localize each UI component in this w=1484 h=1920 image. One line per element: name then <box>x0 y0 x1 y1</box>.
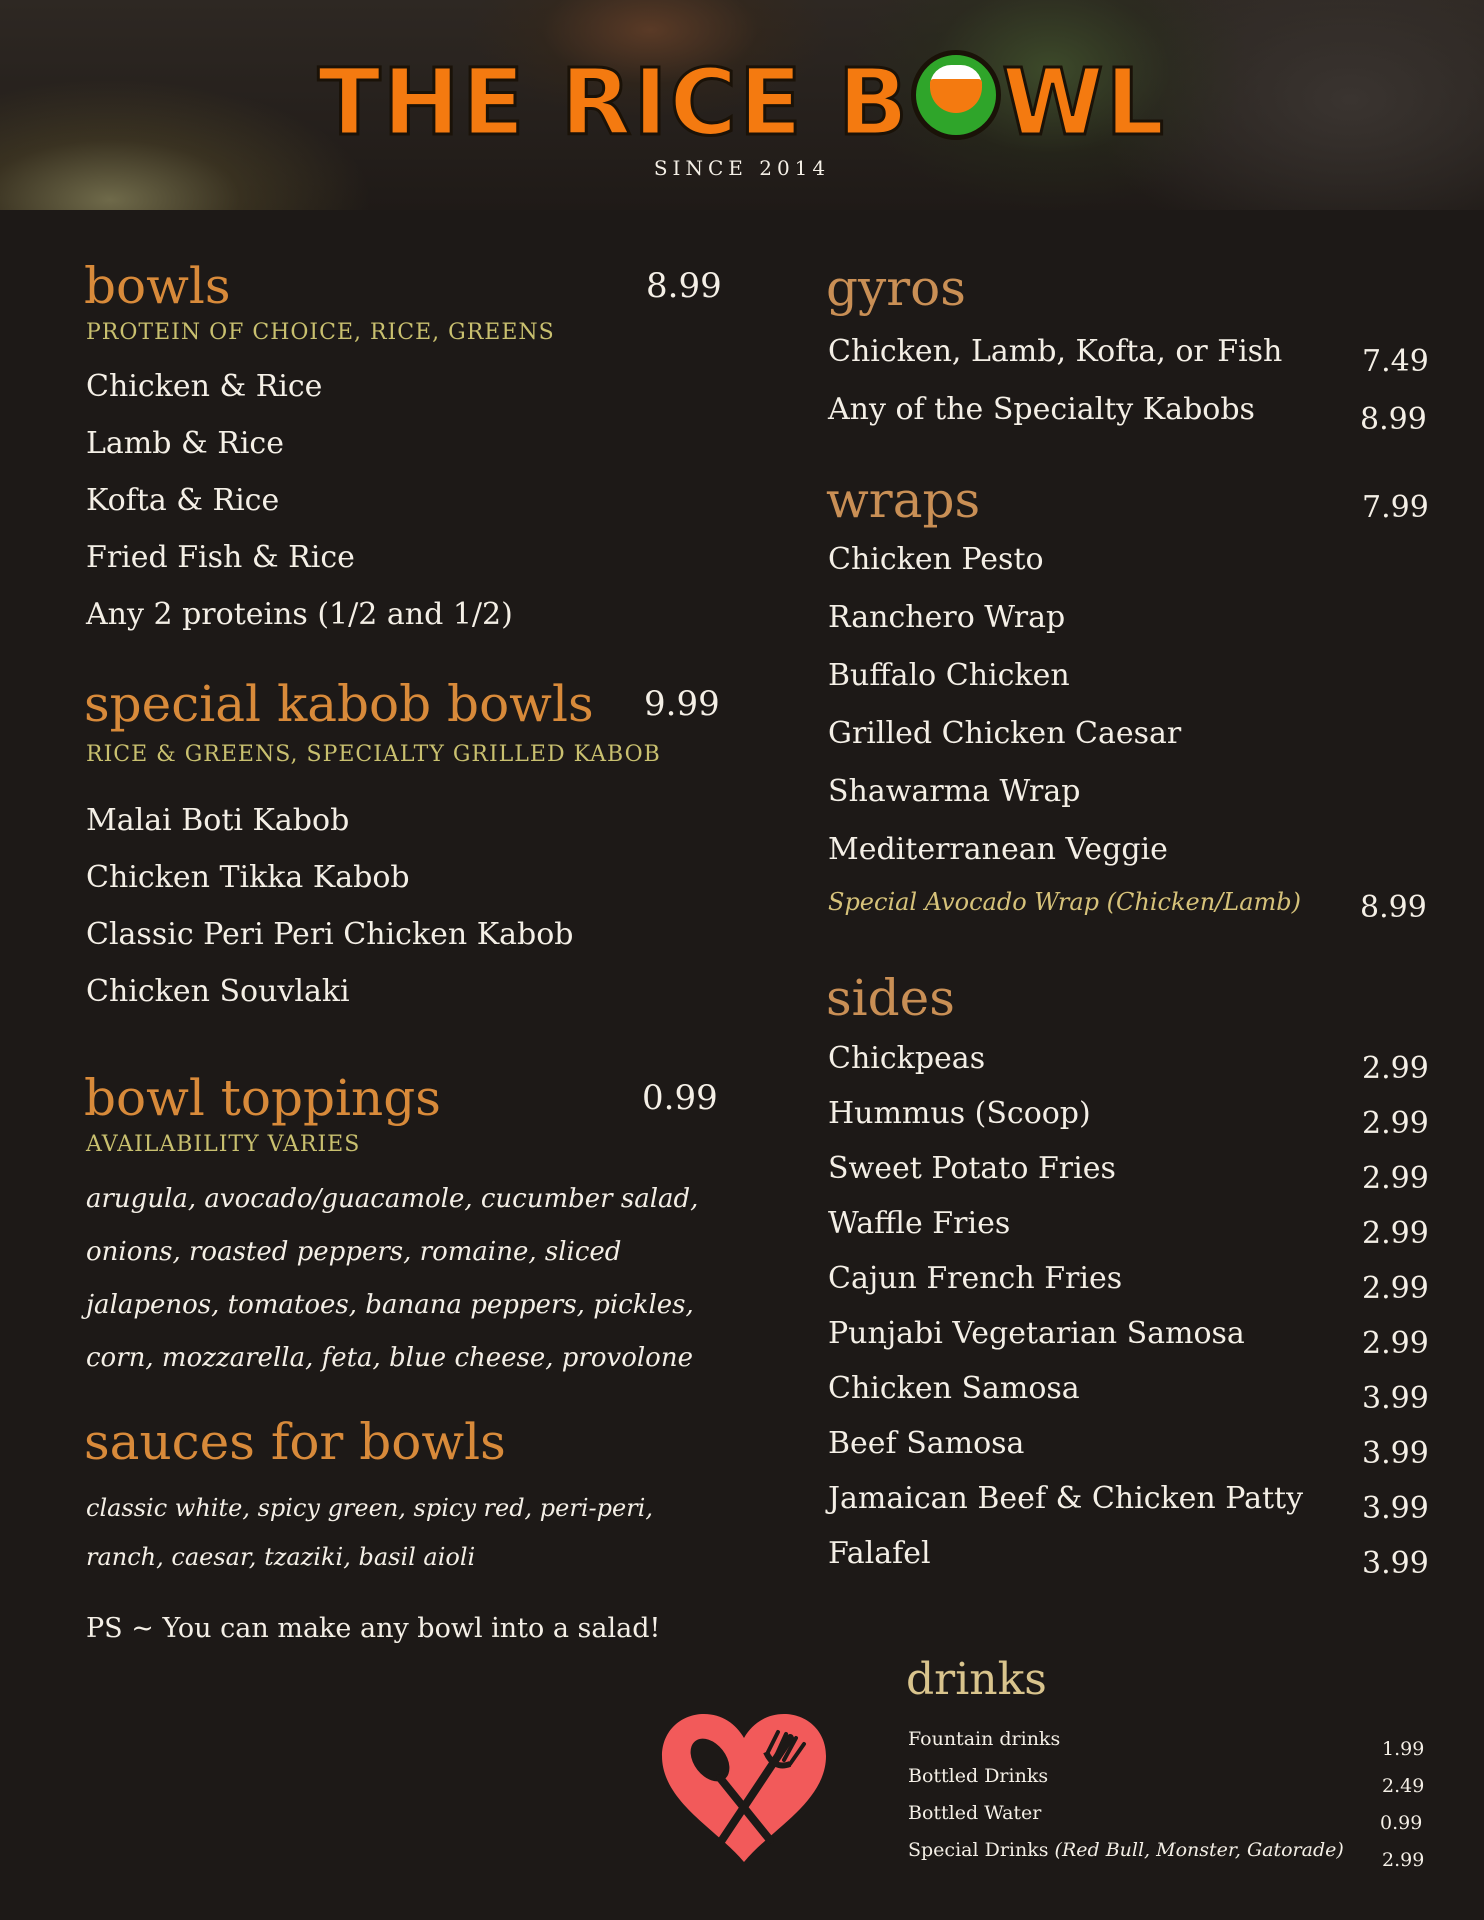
kabob-title: special kabob bowls <box>84 675 594 733</box>
drink-item: Special Drinks (Red Bull, Monster, Gatorade) <box>908 1839 1344 1861</box>
logo <box>0 48 1484 158</box>
sides-item: Punjabi Vegetarian Samosa <box>828 1316 1245 1351</box>
list-item: Chicken Tikka Kabob <box>86 860 410 895</box>
since-tagline: SINCE 2014 <box>653 156 831 180</box>
sides-price: 2.99 <box>1362 1326 1429 1361</box>
kabob-price: 9.99 <box>644 684 720 724</box>
sides-item: Waffle Fries <box>828 1206 1011 1241</box>
list-item: Fried Fish & Rice <box>86 540 355 575</box>
sauces-line: classic white, spicy green, spicy red, peri-peri, <box>86 1494 653 1522</box>
sides-item: Beef Samosa <box>828 1426 1025 1461</box>
drink-price: 2.99 <box>1382 1849 1425 1871</box>
sides-price: 2.99 <box>1362 1051 1429 1086</box>
sides-item: Falafel <box>828 1536 931 1571</box>
sides-item: Jamaican Beef & Chicken Patty <box>828 1481 1304 1516</box>
drink-price: 2.49 <box>1382 1775 1425 1797</box>
toppings-title: bowl toppings <box>84 1069 441 1127</box>
gyros-item: Any of the Specialty Kabobs <box>828 392 1255 427</box>
list-item: Buffalo Chicken <box>828 658 1070 693</box>
drink-item: Bottled Drinks <box>908 1765 1049 1787</box>
gyros-item: Chicken, Lamb, Kofta, or Fish <box>828 334 1283 369</box>
list-item: Any 2 proteins (1/2 and 1/2) <box>86 597 513 632</box>
bowls-subtitle: PROTEIN OF CHOICE, RICE, GREENS <box>86 320 555 345</box>
toppings-line: arugula, avocado/guacamole, cucumber salad, <box>86 1184 699 1214</box>
sides-item: Sweet Potato Fries <box>828 1151 1116 1186</box>
sides-price: 3.99 <box>1362 1381 1429 1416</box>
ps-note: PS ~ You can make any bowl into a salad! <box>86 1613 661 1644</box>
logo-text-part1: THE RICE B <box>317 49 911 156</box>
gyros-price: 7.49 <box>1362 344 1429 379</box>
sides-title: sides <box>826 969 955 1027</box>
header-banner <box>0 0 1484 210</box>
sides-price: 3.99 <box>1362 1491 1429 1526</box>
kabob-subtitle: RICE & GREENS, SPECIALTY GRILLED KABOB <box>86 742 661 767</box>
gyros-price: 8.99 <box>1360 402 1427 437</box>
list-item: Lamb & Rice <box>86 426 284 461</box>
list-item: Classic Peri Peri Chicken Kabob <box>86 917 574 952</box>
bowls-title: bowls <box>84 257 231 315</box>
sides-price: 2.99 <box>1362 1216 1429 1251</box>
toppings-subtitle: AVAILABILITY VARIES <box>86 1132 361 1157</box>
list-item: Shawarma Wrap <box>828 774 1081 809</box>
list-item: Kofta & Rice <box>86 483 280 518</box>
toppings-line: corn, mozzarella, feta, blue cheese, provolone <box>86 1343 693 1373</box>
drink-price: 1.99 <box>1382 1738 1425 1760</box>
sides-item: Cajun French Fries <box>828 1261 1123 1296</box>
toppings-line: onions, roasted peppers, romaine, sliced <box>86 1237 622 1267</box>
sauces-line: ranch, caesar, tzaziki, basil aioli <box>86 1543 476 1571</box>
drinks-title: drinks <box>906 1654 1047 1705</box>
sides-item: Chickpeas <box>828 1041 986 1076</box>
sides-price: 3.99 <box>1362 1546 1429 1581</box>
wraps-price: 7.99 <box>1362 490 1429 525</box>
sides-price: 2.99 <box>1362 1106 1429 1141</box>
list-item: Grilled Chicken Caesar <box>828 716 1182 751</box>
sides-price: 3.99 <box>1362 1436 1429 1471</box>
sides-price: 2.99 <box>1362 1271 1429 1306</box>
heart-fork-spoon-icon <box>658 1712 830 1864</box>
drink-item: Fountain drinks <box>908 1728 1061 1750</box>
wraps-special: Special Avocado Wrap (Chicken/Lamb) <box>828 888 1301 916</box>
bowls-price: 8.99 <box>646 266 722 306</box>
sides-item: Chicken Samosa <box>828 1371 1080 1406</box>
list-item: Chicken & Rice <box>86 369 323 404</box>
list-item: Chicken Pesto <box>828 542 1044 577</box>
logo-text-part2: WL <box>1002 49 1167 156</box>
toppings-line: jalapenos, tomatoes, banana peppers, pickles, <box>86 1290 694 1320</box>
wraps-title: wraps <box>826 471 981 529</box>
drink-price: 0.99 <box>1380 1812 1423 1834</box>
list-item: Malai Boti Kabob <box>86 803 350 838</box>
sides-item: Hummus (Scoop) <box>828 1096 1091 1131</box>
wraps-special-price: 8.99 <box>1360 890 1427 925</box>
sides-price: 2.99 <box>1362 1161 1429 1196</box>
toppings-price: 0.99 <box>642 1078 718 1118</box>
gyros-title: gyros <box>826 259 966 317</box>
drink-item: Bottled Water <box>908 1802 1042 1824</box>
list-item: Ranchero Wrap <box>828 600 1066 635</box>
rice-bowl-icon <box>911 50 1001 140</box>
list-item: Chicken Souvlaki <box>86 974 350 1009</box>
sauces-title: sauces for bowls <box>84 1413 506 1471</box>
list-item: Mediterranean Veggie <box>828 832 1168 867</box>
